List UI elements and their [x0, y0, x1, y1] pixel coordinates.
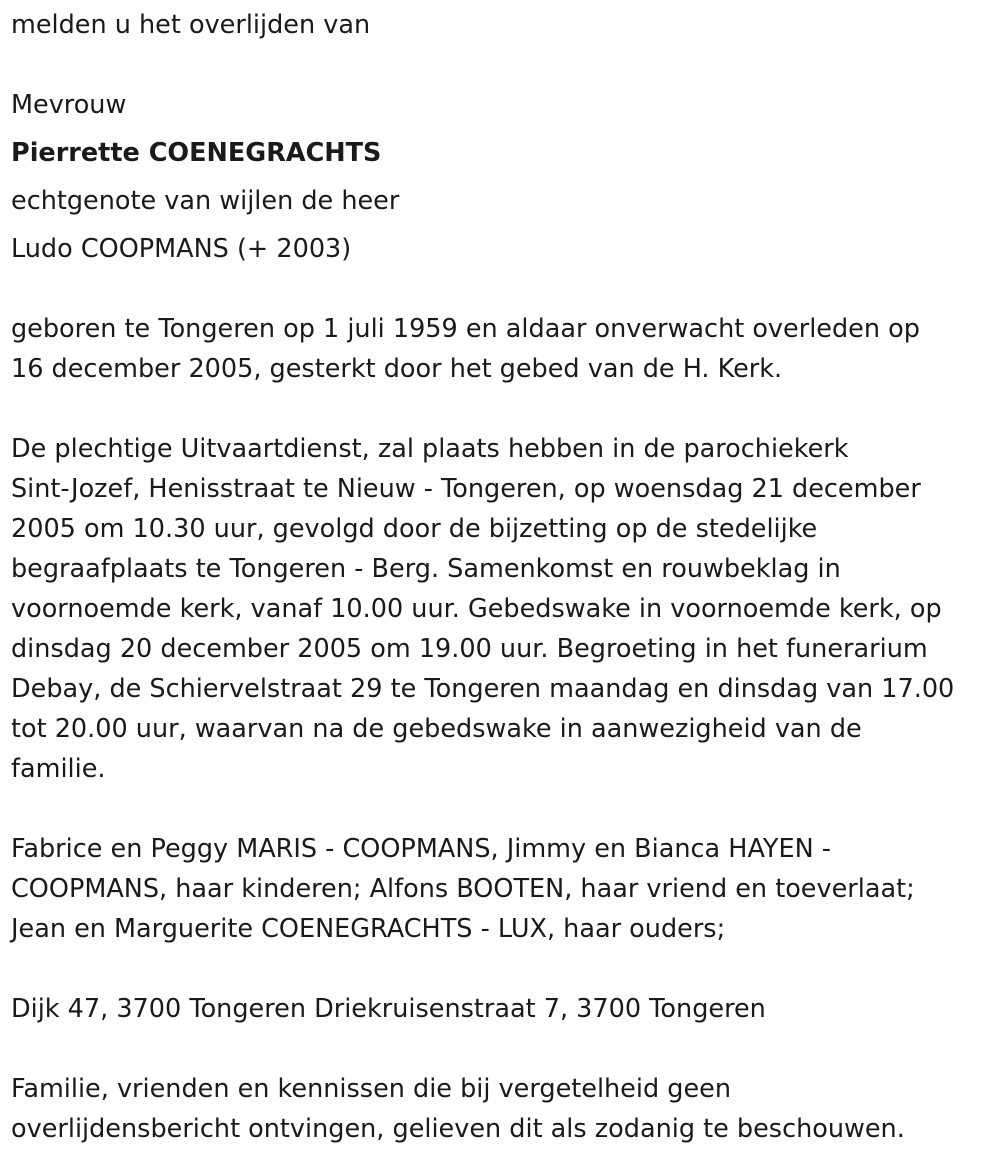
- paragraph-line: De plechtige Uitvaartdienst, zal plaats hebben in de parochiekerk: [11, 434, 849, 464]
- addresses: Dijk 47, 3700 Tongeren Driekruisenstraat 7, 3700 Tongeren: [11, 994, 766, 1024]
- paragraph-line: Jean en Marguerite COENEGRACHTS - LUX, haar ouders;: [11, 914, 726, 944]
- spouse-name: Ludo COOPMANS (+ 2003): [11, 234, 352, 264]
- paragraph-line: voornoemde kerk, vanaf 10.00 uur. Gebedswake in voornoemde kerk, op: [11, 594, 942, 624]
- paragraph-line: Sint-Jozef, Henisstraat te Nieuw - Tongeren, op woensdag 21 december: [11, 474, 921, 504]
- paragraph-line: begraafplaats te Tongeren - Berg. Samenkomst en rouwbeklag in: [11, 554, 841, 584]
- intro-text: melden u het overlijden van: [11, 10, 371, 40]
- paragraph-line: dinsdag 20 december 2005 om 19.00 uur. Begroeting in het funerarium: [11, 634, 928, 664]
- paragraph-line: tot 20.00 uur, waarvan na de gebedswake in aanwezigheid van de: [11, 714, 862, 744]
- paragraph-line: 2005 om 10.30 uur, gevolgd door de bijzetting op de stedelijke: [11, 514, 818, 544]
- paragraph-line: familie.: [11, 754, 106, 784]
- paragraph-line: geboren te Tongeren op 1 juli 1959 en aldaar onverwacht overleden op: [11, 314, 920, 344]
- paragraph-line: overlijdensbericht ontvingen, gelieven dit als zodanig te beschouwen.: [11, 1114, 905, 1144]
- deceased-name: Pierrette COENEGRACHTS: [11, 138, 382, 168]
- paragraph-line: 16 december 2005, gesterkt door het gebed van de H. Kerk.: [11, 354, 783, 384]
- paragraph-line: Debay, de Schiervelstraat 29 te Tongeren maandag en dinsdag van 17.00: [11, 674, 955, 704]
- spouse-relation: echtgenote van wijlen de heer: [11, 186, 400, 216]
- paragraph-line: COOPMANS, haar kinderen; Alfons BOOTEN, haar vriend en toeverlaat;: [11, 874, 915, 904]
- paragraph-line: Fabrice en Peggy MARIS - COOPMANS, Jimmy en Bianca HAYEN -: [11, 834, 831, 864]
- paragraph-line: Familie, vrienden en kennissen die bij vergetelheid geen: [11, 1074, 731, 1104]
- honorific: Mevrouw: [11, 90, 127, 120]
